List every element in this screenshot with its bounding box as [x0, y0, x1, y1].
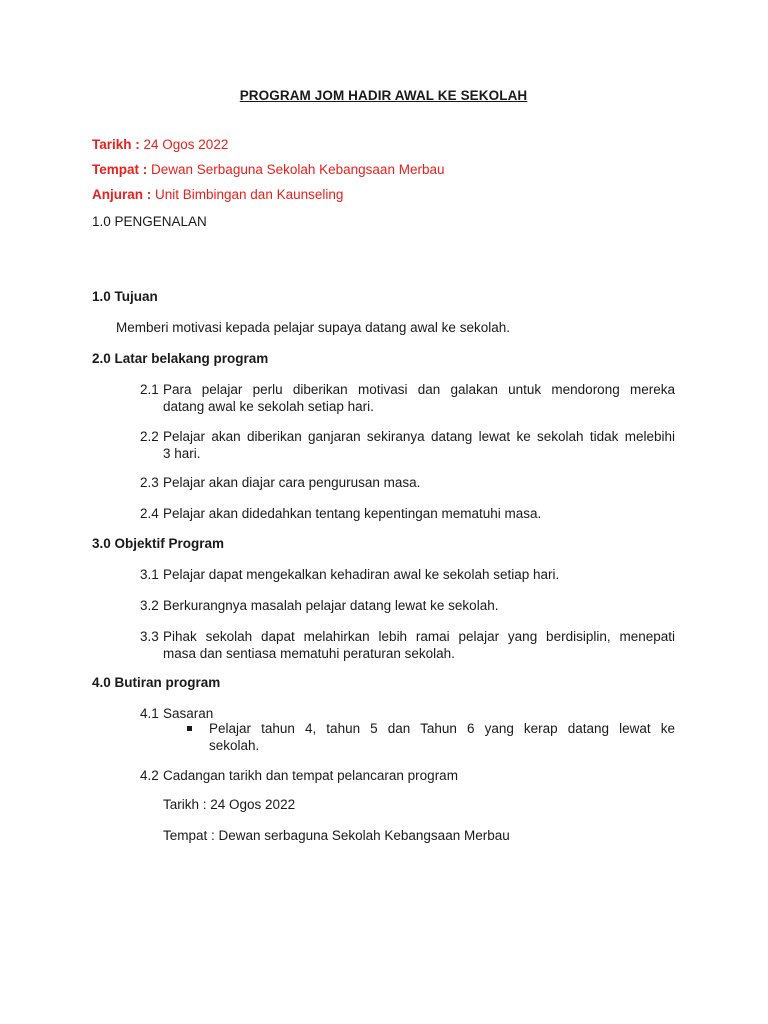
bullet-text-line1: Pelajar tahun 4, tahun 5 dan Tahun 6 yang kerap datang lewat ke [209, 721, 675, 736]
section-2-heading: 2.0 Latar belakang program [92, 351, 269, 366]
item-text: Cadangan tarikh dan tempat pelancaran program [163, 768, 458, 783]
meta-anjuran-label: Anjuran : [92, 187, 152, 202]
program-date: Tarikh : 24 Ogos 2022 [163, 797, 296, 812]
item-number: 3.2 [140, 598, 159, 613]
item-text-line1: Pihak sekolah dapat melahirkan lebih ramai pelajar yang berdisiplin, menepati [163, 629, 675, 644]
meta-tarikh [92, 137, 228, 152]
square-bullet-icon [187, 726, 192, 731]
item-number: 2.3 [140, 475, 159, 490]
program-venue: Tempat : Dewan serbaguna Sekolah Kebangsaan Merbau [163, 828, 510, 843]
item-text: Pelajar dapat mengekalkan kehadiran awal ke sekolah setiap hari. [163, 567, 560, 582]
list-item-3-3 [140, 628, 675, 662]
intro-heading: 1.0 PENGENALAN [92, 214, 207, 229]
meta-tempat-value: Dewan Serbaguna Sekolah Kebangsaan Merbau [147, 162, 445, 177]
list-item-2-4 [140, 505, 675, 522]
item-text-line2: datang awal ke sekolah setiap hari. [163, 399, 374, 414]
bullet-item-sasaran [187, 720, 675, 754]
item-text: Sasaran [163, 706, 214, 721]
item-number: 2.2 [140, 429, 159, 444]
bullet-text-line2: sekolah. [209, 738, 260, 753]
list-item-3-1 [140, 566, 675, 583]
item-text: Berkurangnya masalah pelajar datang lewat ke sekolah. [163, 598, 499, 613]
document-title: PROGRAM JOM HADIR AWAL KE SEKOLAH [239, 88, 528, 103]
meta-anjuran [92, 187, 343, 202]
meta-anjuran-value: Unit Bimbingan dan Kaunseling [151, 187, 344, 202]
item-number: 4.2 [140, 768, 159, 783]
list-item-2-2 [140, 428, 675, 462]
section-4-heading: 4.0 Butiran program [92, 675, 221, 690]
item-number: 3.3 [140, 629, 159, 644]
item-text: Pelajar akan diajar cara pengurusan masa. [163, 475, 421, 490]
item-text-line2: masa dan sentiasa mematuhi peraturan sekolah. [163, 646, 455, 661]
item-text: Pelajar akan didedahkan tentang kepentingan mematuhi masa. [163, 506, 542, 521]
list-item-2-1 [140, 381, 675, 415]
section-1-heading: 1.0 Tujuan [92, 289, 158, 304]
meta-tarikh-value: 24 Ogos 2022 [139, 137, 229, 152]
meta-tempat [92, 162, 444, 177]
item-text-line1: Pelajar akan diberikan ganjaran sekiranya datang lewat ke sekolah tidak melebihi [163, 429, 675, 444]
meta-tarikh-label: Tarikh : [92, 137, 140, 152]
item-number: 4.1 [140, 706, 159, 721]
list-item-4-2 [140, 767, 675, 784]
list-item-2-3 [140, 474, 675, 491]
item-number: 3.1 [140, 567, 159, 582]
meta-tempat-label: Tempat : [92, 162, 148, 177]
item-number: 2.4 [140, 506, 159, 521]
item-number: 2.1 [140, 382, 159, 397]
item-text-line1: Para pelajar perlu diberikan motivasi dan galakan untuk mendorong mereka [163, 382, 675, 397]
section-3-heading: 3.0 Objektif Program [92, 536, 225, 551]
list-item-3-2 [140, 597, 675, 614]
item-text-line2: 3 hari. [163, 446, 201, 461]
section-1-text: Memberi motivasi kepada pelajar supaya datang awal ke sekolah. [116, 320, 510, 335]
